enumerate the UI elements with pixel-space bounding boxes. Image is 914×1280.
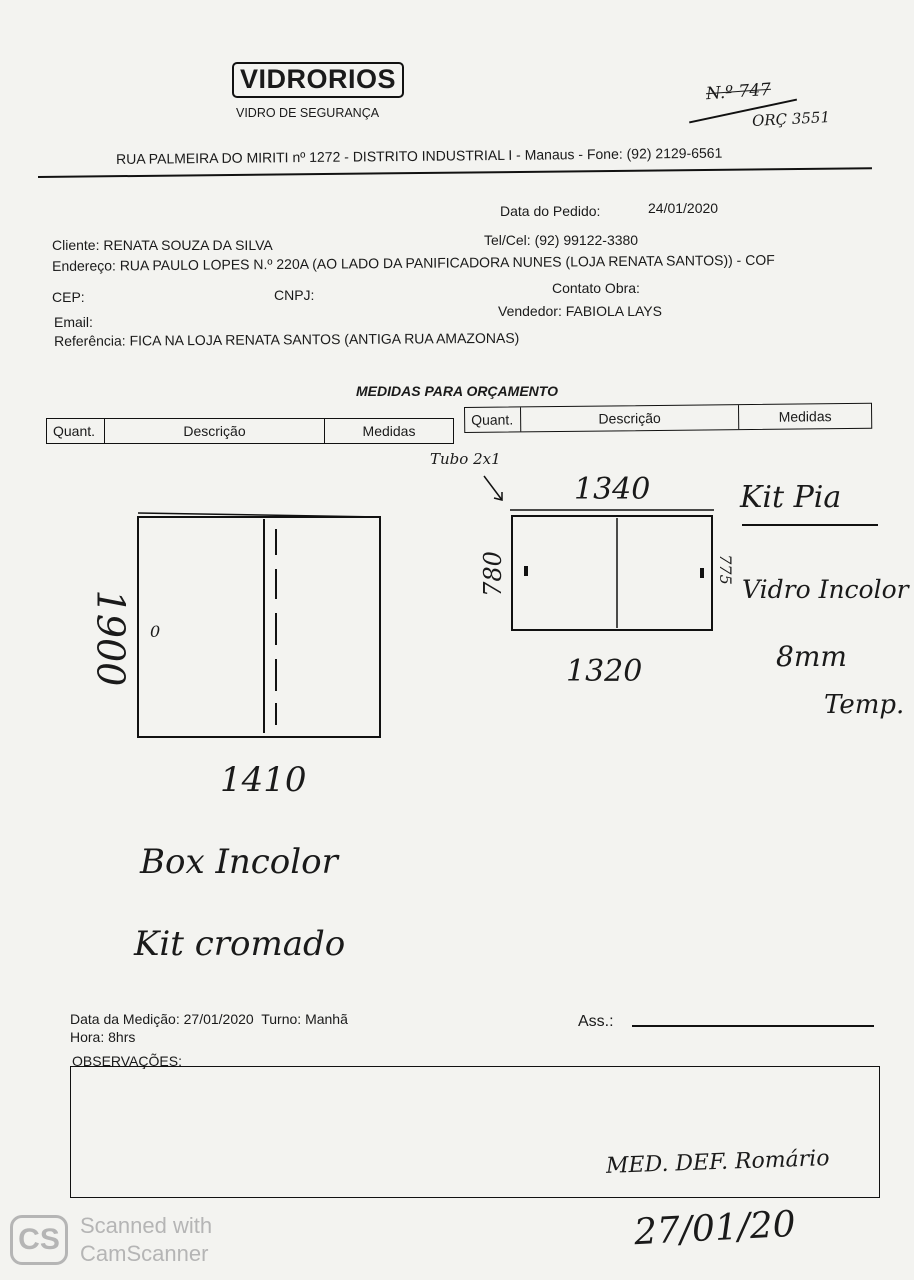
- watermark-line1: Scanned with: [80, 1213, 213, 1238]
- note-8mm: 8mm: [776, 640, 847, 673]
- orc-number: ORÇ 3551: [751, 107, 831, 131]
- cnpj-label: CNPJ:: [274, 287, 315, 303]
- col-quant: Quant.: [465, 407, 521, 432]
- order-date-value: 24/01/2020: [648, 200, 719, 216]
- col-medidas: Medidas: [362, 423, 416, 439]
- camscanner-watermark: [80, 1212, 212, 1268]
- col-quant: Quant.: [47, 419, 105, 443]
- company-address: RUA PALMEIRA DO MIRITI nº 1272 - DISTRITO INDUSTRIAL I - Manaus - Fone: (92) 2129-6561: [116, 144, 723, 167]
- client-address: Endereço: RUA PAULO LOPES N.º 220A (AO LADO DA PANIFICADORA NUNES (LOJA RENATA SANTOS)) - COF: [52, 251, 775, 274]
- signature-label: Ass.:: [578, 1013, 614, 1030]
- note-kit-pia: Kit Pia: [740, 480, 842, 515]
- note-temp: Temp.: [824, 690, 905, 720]
- observations-box: [70, 1066, 880, 1198]
- measure-hour: Hora: 8hrs: [70, 1029, 136, 1045]
- col-descricao: Descrição: [521, 405, 739, 431]
- order-date-label: Data do Pedido:: [500, 203, 601, 219]
- sketch-marker: 0: [150, 622, 161, 641]
- sketch-frame: [512, 516, 712, 630]
- company-tagline: VIDRO DE SEGURANÇA: [236, 106, 380, 120]
- measure-date: [70, 1011, 348, 1027]
- measure-date-value: Data da Medição: 27/01/2020: [70, 1011, 254, 1027]
- handwritten-signature: MED. DEF. Romário: [605, 1146, 830, 1179]
- watermark-line2: CamScanner: [80, 1241, 209, 1266]
- handwritten-date: 27/01/20: [633, 1203, 797, 1254]
- company-logo: VIDRORIOS: [239, 64, 397, 94]
- underline: [742, 524, 878, 526]
- seller: Vendedor: FABIOLA LAYS: [498, 303, 662, 319]
- table-left-header: [46, 418, 454, 444]
- tube-note: Tubo 2x1: [430, 450, 501, 468]
- sink-bottom-width: 1320: [566, 654, 643, 689]
- header-divider: [38, 167, 872, 178]
- sink-sketch: [506, 504, 720, 636]
- sink-right-height: 775: [715, 554, 735, 585]
- client-name: Cliente: RENATA SOUZA DA SILVA: [52, 237, 273, 253]
- note-vidro-incolor: Vidro Incolor: [742, 575, 909, 604]
- section-title: MEDIDAS PARA ORÇAMENTO: [356, 383, 558, 399]
- measure-shift: Turno: Manhã: [261, 1011, 348, 1027]
- note-box-incolor: Box Incolor: [140, 842, 338, 882]
- sketch-frame: [138, 517, 380, 737]
- sink-top-width: 1340: [574, 472, 651, 507]
- box-sketch: [130, 505, 390, 745]
- camscanner-logo: CS: [10, 1215, 68, 1265]
- signature-line: [632, 1025, 874, 1027]
- client-phone: Tel/Cel: (92) 99122-3380: [484, 232, 639, 248]
- handle-right: [700, 568, 704, 578]
- reference: Referência: FICA NA LOJA RENATA SANTOS (ANTIGA RUA AMAZONAS): [54, 329, 520, 349]
- contact-label: Contato Obra:: [552, 280, 640, 296]
- sink-left-height: 780: [478, 551, 507, 597]
- note-kit-cromado: Kit cromado: [134, 924, 346, 964]
- box-width: 1410: [220, 760, 307, 800]
- col-descricao: Descrição: [105, 419, 325, 443]
- observations-label: OBSERVAÇÕES:: [72, 1053, 182, 1069]
- box-height: 1900: [88, 589, 133, 687]
- order-number: N.º 747: [705, 79, 772, 105]
- col-medidas: Medidas: [778, 408, 832, 425]
- email-label: Email:: [54, 314, 93, 330]
- cep-label: CEP:: [52, 289, 85, 305]
- handle-left: [524, 566, 528, 576]
- table-right-header: [464, 403, 872, 433]
